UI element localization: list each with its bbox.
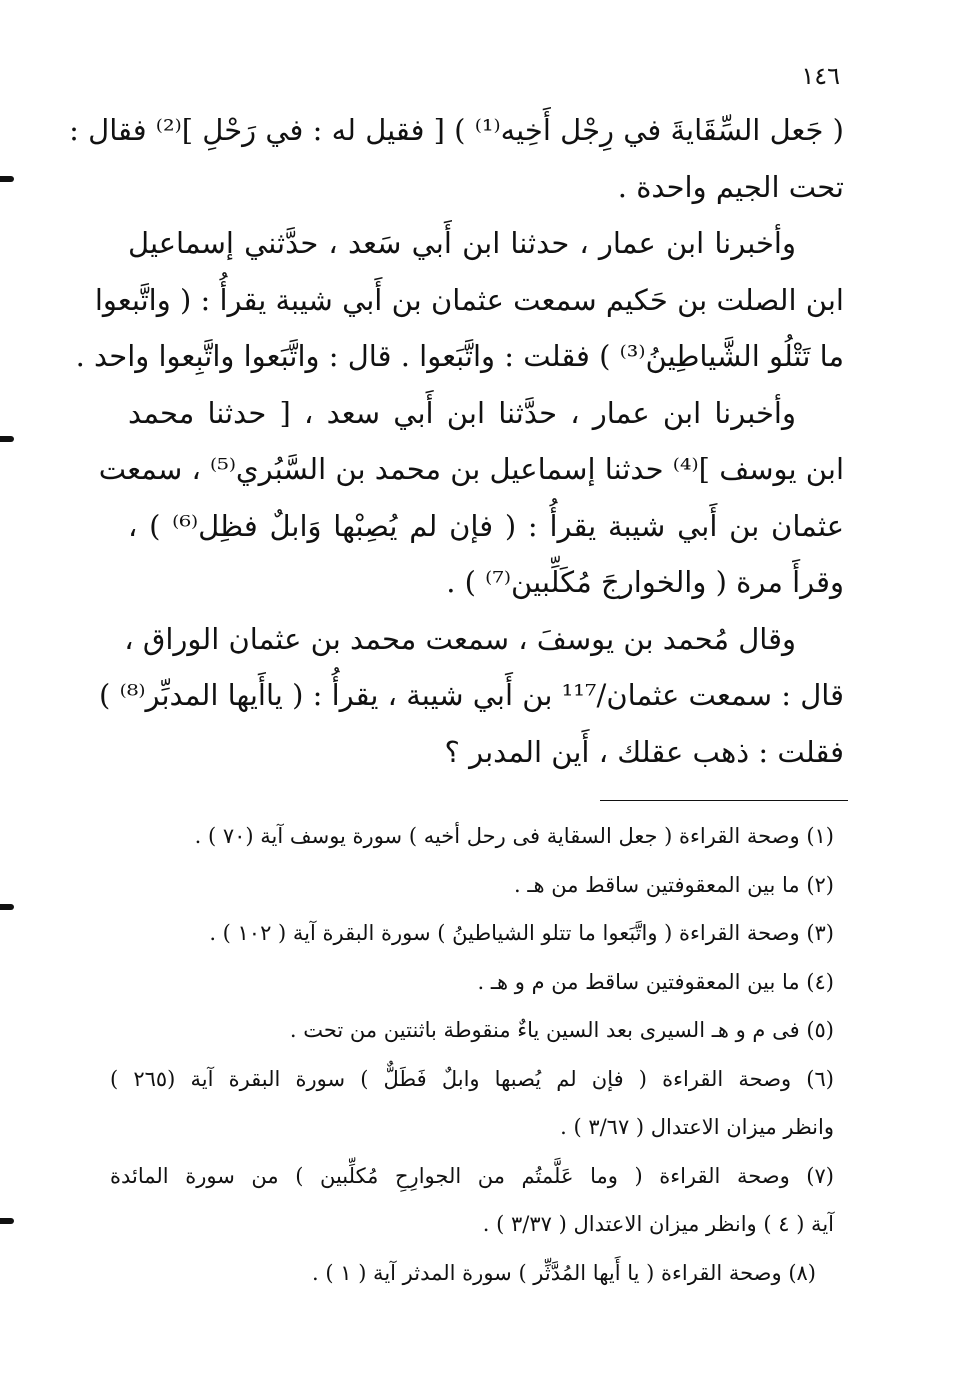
footnote: (٨) وصحة القراءة ( يا أَيها المُدَّثِّر ) سورة المدثر آية ( ١ ) .: [312, 1260, 816, 1285]
text-line: فقلت : ذهب عقلك ، أَين المدبر ؟: [444, 734, 844, 769]
footnote: (٢) ما بين المعقوفتين ساقط من هـ .: [514, 872, 834, 897]
footnote-separator: [600, 800, 848, 801]
text-line: ابن الصلت بن حَكيم سمعت عثمان بن أَبي شيبة يقرأُ : ( واتَّبعوا: [94, 282, 844, 317]
text-line: وأخبرنا ابن عمار ، حدثنا ابن أَبي سَعد ، حدَّثني إسماعيل: [128, 226, 796, 260]
footnotes: [110, 812, 834, 1297]
scan-edge-mark: [0, 176, 14, 182]
page-number: ١٤٦: [801, 62, 840, 90]
text-line: ابن يوسف ]⁽⁴⁾ حدثنا إسماعيل بن محمد بن السَّبُري⁽⁵⁾ ، سمعت: [98, 452, 844, 486]
scan-edge-mark: [0, 436, 14, 442]
footnote: (١) وصحة القراءة ( جعل السقاية فى رحل أخيه ) سورة يوسف آية (٧٠ ) .: [194, 824, 834, 848]
text-line: وأخبرنا ابن عمار ، حدَّثنا ابن أَبي سعد ، [ حدثنا محمد: [128, 395, 796, 430]
scan-edge-mark: [0, 1218, 14, 1224]
text-line: تحت الجيم واحدة .: [617, 169, 844, 204]
text-line: ( جَعل السِّقَايةَ في رِجْل أَخِيه⁽¹⁾ ) [ فقيل له : في رَحْلِ ]⁽²⁾ فقال :: [69, 113, 844, 147]
main-text: [69, 102, 845, 780]
footnote: (٣) وصحة القراءة ( واتَّبَعوا ما تتلو الشياطينُ ) سورة البقرة آية ( ١٠٢ ) .: [209, 921, 834, 945]
footnote: (٦) وصحة القراءة ( فإن لم يُصبها وابلٌ فَطَلٌّ ) سورة البقرة آية (٢٦٥ ): [110, 1066, 834, 1091]
footnote: (٧) وصحة القراءة ( وما عَلَّمتُم من الجوارِحِ مُكلِّبين ) من سورة المائدة: [110, 1163, 834, 1188]
footnote-continuation: وانظر ميزان الاعتدال ( ٣/٦٧ ) .: [560, 1115, 834, 1139]
footnote: (٥) فى م و هـ السيرى بعد السين ياءٌ منقوطة باثنتين من تحت .: [289, 1018, 834, 1042]
text-line: عثمان بن أَبي شيبة يقرأُ : ( فإن لم يُصِبْها وَابلٌ فظِل⁽⁶⁾ ) ،: [128, 508, 845, 543]
footnote: (٤) ما بين المعقوفتين ساقط من م و هـ .: [477, 969, 834, 994]
text-line: قال : سمعت عثمان/¹¹⁷ بن أَبي شيبة ، يقرأُ : ( ياأَيها المدبِّر⁽⁸⁾ ): [99, 678, 844, 712]
text-line: وقال مُحمد بن يوسفَ ، سمعت محمد بن عثمان الوراق ،: [124, 621, 796, 656]
text-line: وقرأَ مرة ( والخوارجَ مُكَلِّبين⁽⁷⁾ ) .: [446, 565, 844, 599]
footnote-continuation: آية ( ٤ ) وانظر ميزان الاعتدال ( ٣/٣٧ ) .: [482, 1212, 834, 1236]
scan-edge-mark: [0, 904, 14, 910]
text-line: ما تَتْلُو الشَّياطِينُ⁽³⁾ ) فقلت : واتَّبَعوا . قال : واتَّبَعوا واتَّبِعوا واحد .: [75, 339, 844, 373]
